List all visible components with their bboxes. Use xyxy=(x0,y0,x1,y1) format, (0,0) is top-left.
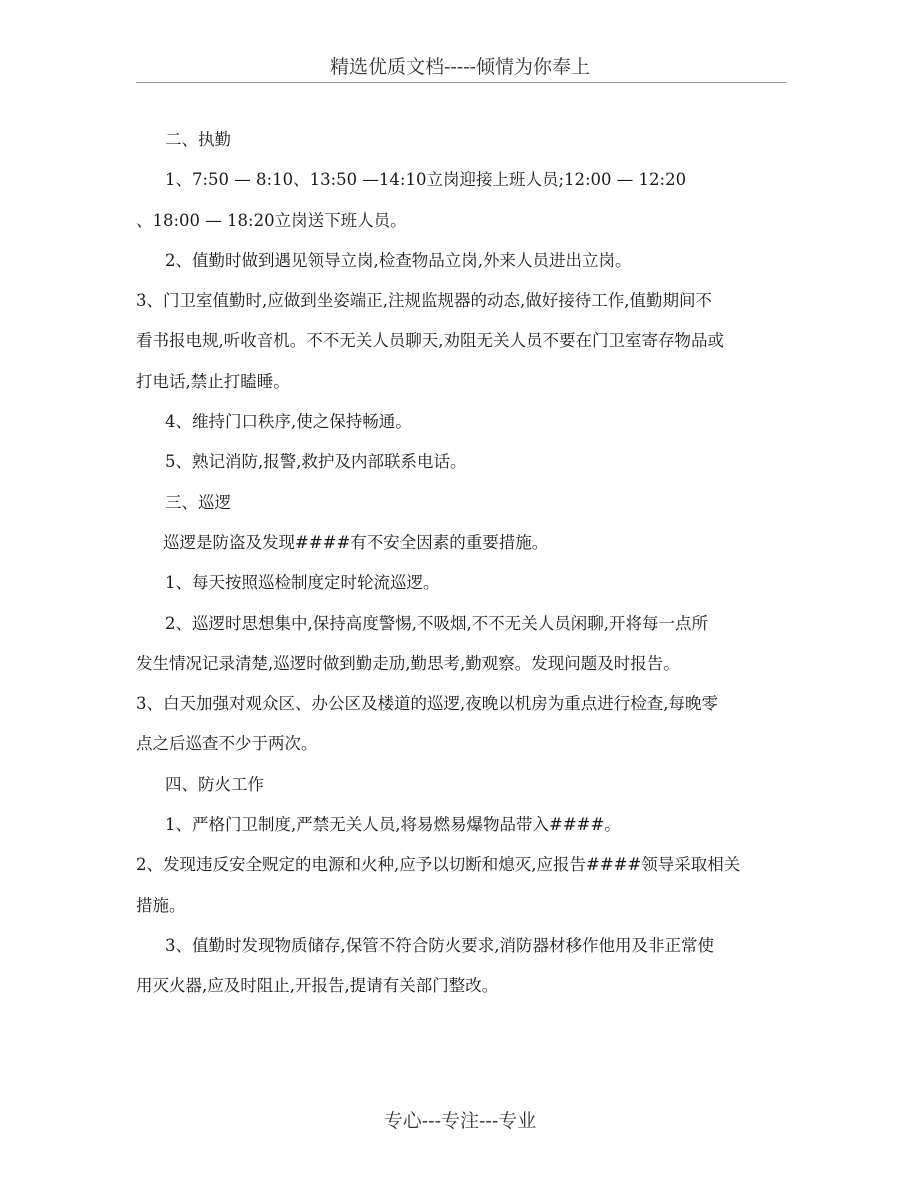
section-heading-duty: 二、执勤 xyxy=(165,130,231,149)
paragraph-line: 1、每天按照巡检制度定时轮流巡逻。 xyxy=(165,573,440,593)
paragraph-line: 用灭火器,应及时阻止,开报告,提请有关部门整改。 xyxy=(136,976,499,996)
paragraph-line: 4、维持门口秩序,使之保持畅通。 xyxy=(165,412,412,432)
document-body xyxy=(136,120,786,1007)
page-header: 精选优质文档-----倾情为你奉上 xyxy=(329,56,591,78)
header-divider xyxy=(136,82,786,83)
paragraph-line: 2、发现违反安全贶定的电源和火种,应予以切断和熄灭,应报告####领导采取相关 xyxy=(136,855,741,875)
paragraph-line: 发生情况记录清楚,巡逻时做到勤走劢,勤思考,勤观察。发现问题及时报告。 xyxy=(136,653,680,673)
page-footer: 专心---专注---专业 xyxy=(383,1110,537,1132)
paragraph-line: 1、严格门卫制度,严禁无关人员,将易燃易爆物品带入####。 xyxy=(165,815,621,835)
section-heading-fire: 四、防火工作 xyxy=(165,774,264,794)
paragraph-line: 3、门卫室值勤时,应做到坐姿端正,注规监规器的动态,做好接待工作,值勤期间不 xyxy=(136,291,712,311)
paragraph-line: 、18:00 — 18:20立岗送下班人员。 xyxy=(136,210,407,230)
paragraph-line: 5、熟记消防,报警,救护及内部联系电话。 xyxy=(165,452,467,472)
paragraph-line: 看书报电规,听收音机。不不无关人员聊天,劝阻无关人员不要在门卫室寄存物品或 xyxy=(136,331,724,351)
paragraph-line: 1、7:50 — 8:10、13:50 —14:10立岗迎接上班人员;12:00 — 12:20 xyxy=(165,170,687,190)
paragraph-line: 点之后巡查不少于两次。 xyxy=(136,734,318,754)
section-heading-patrol: 三、巡逻 xyxy=(165,492,231,512)
paragraph-line: 2、巡逻时思想集中,保持高度警惕,不吸烟,不不无关人员闲聊,开将每一点所 xyxy=(165,613,708,633)
paragraph-line: 2、值勤时做到遇见领导立岗,检查物品立岗,外来人员进出立岗。 xyxy=(165,250,632,270)
paragraph-line: 巡逻是防盗及发现####有不安全因素的重要措施。 xyxy=(163,532,549,552)
paragraph-line: 打电话,禁止打瞌睡。 xyxy=(136,371,290,391)
paragraph-line: 3、白天加强对观众区、办公区及楼道的巡逻,夜晚以机房为重点进行检查,每晚零 xyxy=(136,694,718,714)
paragraph-line: 3、值勤时发现物质储存,保管不符合防火要求,消防器材移作他用及非正常使 xyxy=(165,935,714,955)
paragraph-line: 措施。 xyxy=(136,895,186,915)
